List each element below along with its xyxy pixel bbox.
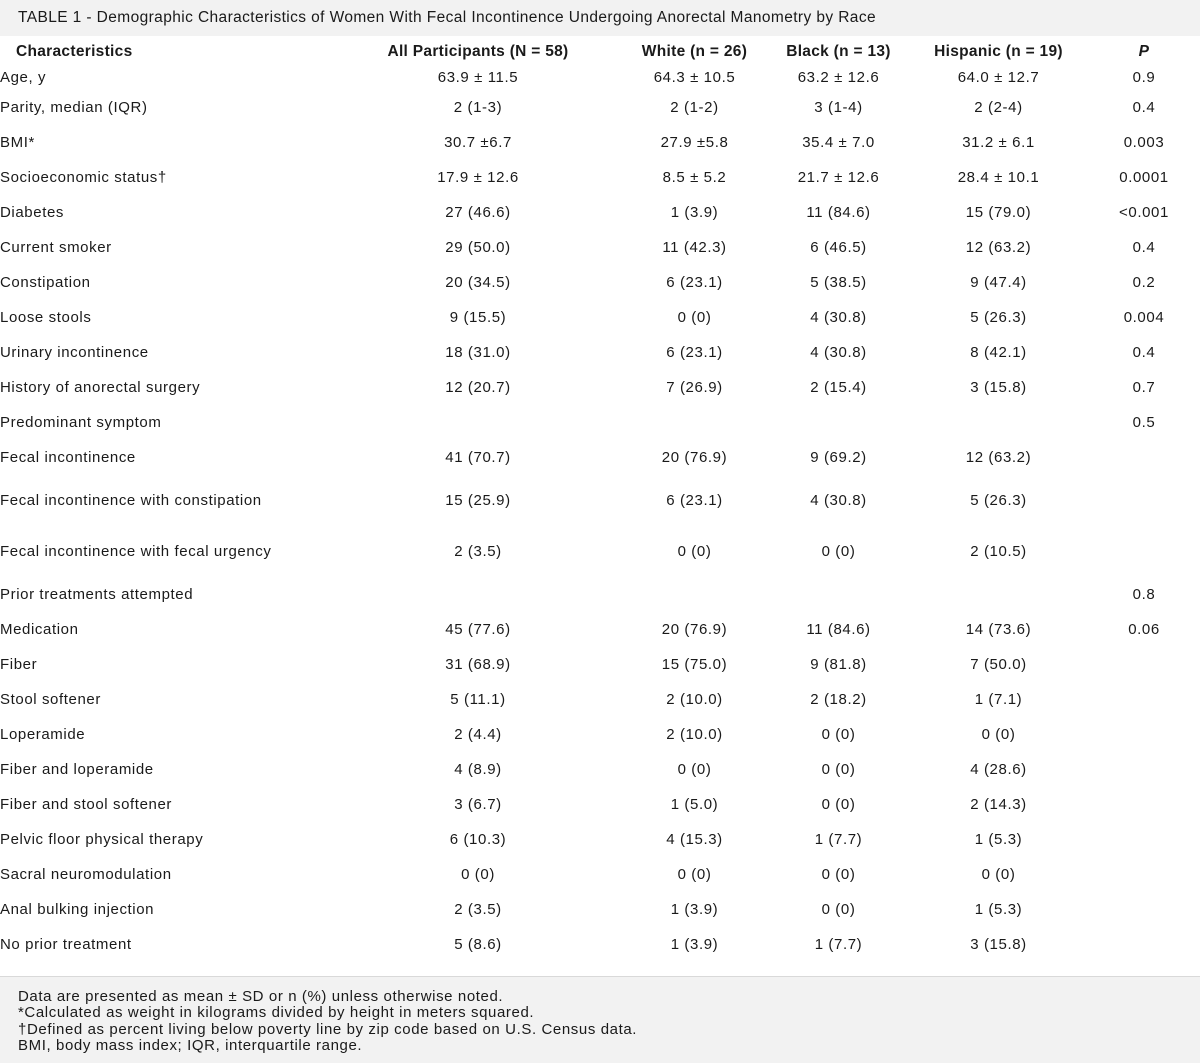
cell-black: 0 (0) — [821, 901, 856, 918]
cell-black: 2 (18.2) — [810, 691, 867, 708]
table-row — [0, 370, 1200, 405]
footnote-data-format: Data are presented as mean ± SD or n (%) unless otherwise noted. — [18, 988, 504, 1005]
cell-all: 12 (20.7) — [445, 379, 511, 396]
cell-black: 0 (0) — [821, 761, 856, 778]
cell-white: 11 (42.3) — [662, 239, 727, 256]
cell-p-value — [1088, 440, 1200, 475]
cell-all: 41 (70.7) — [445, 449, 511, 466]
table-row — [0, 822, 1200, 857]
cell-p-value: 0.8 — [1132, 586, 1156, 603]
cell-hispanic: 2 (2-4) — [974, 99, 1023, 116]
cell-all: 5 (8.6) — [454, 936, 502, 953]
cell-all — [335, 577, 621, 612]
table-row — [0, 647, 1200, 682]
row-label: Sacral neuromodulation — [0, 866, 172, 883]
row-label: History of anorectal surgery — [0, 379, 201, 396]
cell-p-value — [1088, 526, 1200, 577]
table-row — [0, 160, 1200, 195]
cell-black: 0 (0) — [821, 866, 856, 883]
cell-all: 6 (10.3) — [449, 831, 507, 848]
cell-black: 35.4 ± 7.0 — [802, 134, 875, 151]
row-label: Fecal incontinence with fecal urgency — [0, 543, 272, 560]
table-row — [0, 526, 1200, 577]
cell-hispanic: 31.2 ± 6.1 — [962, 134, 1035, 151]
table-row — [0, 752, 1200, 787]
cell-black: 11 (84.6) — [806, 621, 871, 638]
cell-hispanic: 4 (28.6) — [970, 761, 1027, 778]
cell-white: 0 (0) — [677, 866, 712, 883]
cell-all: 29 (50.0) — [445, 239, 511, 256]
cell-black: 4 (30.8) — [810, 309, 867, 326]
cell-white: 1 (3.9) — [670, 204, 719, 221]
table-row — [0, 65, 1200, 90]
cell-p-value — [1088, 822, 1200, 857]
cell-p-value: 0.4 — [1132, 344, 1156, 361]
cell-white: 1 (3.9) — [670, 901, 719, 918]
cell-white: 8.5 ± 5.2 — [662, 169, 727, 186]
footnote-bmi: *Calculated as weight in kilograms divided by height in meters squared. — [18, 1004, 535, 1022]
cell-hispanic: 14 (73.6) — [965, 621, 1032, 638]
row-label: Stool softener — [0, 691, 101, 708]
row-label: BMI* — [0, 134, 35, 151]
cell-all: 2 (4.4) — [454, 726, 502, 743]
cell-p-value: 0.4 — [1132, 99, 1156, 116]
cell-p-value — [1088, 682, 1200, 717]
row-label: Medication — [0, 621, 79, 638]
table-row — [0, 335, 1200, 370]
column-header-p-value: P — [1138, 42, 1150, 60]
row-label: Diabetes — [0, 204, 65, 221]
cell-all: 2 (3.5) — [454, 543, 502, 560]
cell-p-value — [1088, 927, 1200, 962]
table-row — [0, 717, 1200, 752]
row-label: Parity, median (IQR) — [0, 99, 148, 116]
cell-hispanic: 1 (5.3) — [974, 831, 1023, 848]
cell-white — [621, 577, 768, 612]
cell-hispanic: 8 (42.1) — [970, 344, 1027, 361]
cell-p-value: <0.001 — [1119, 204, 1169, 221]
cell-p-value — [1088, 475, 1200, 526]
cell-white: 6 (23.1) — [666, 492, 723, 509]
table-row — [0, 125, 1200, 160]
cell-hispanic — [909, 405, 1088, 440]
cell-p-value: 0.06 — [1128, 621, 1160, 638]
cell-white: 2 (1-2) — [670, 99, 719, 116]
cell-black: 6 (46.5) — [810, 239, 867, 256]
footnote-abbreviations: BMI, body mass index; IQR, interquartile range. — [18, 1036, 363, 1054]
table-row — [0, 440, 1200, 475]
row-label: Fecal incontinence with constipation — [0, 492, 262, 509]
cell-white: 4 (15.3) — [666, 831, 723, 848]
cell-all: 63.9 ± 11.5 — [437, 69, 519, 86]
cell-black: 9 (81.8) — [810, 656, 867, 673]
row-label: No prior treatment — [0, 936, 132, 953]
table-row — [0, 230, 1200, 265]
cell-white: 0 (0) — [677, 309, 712, 326]
cell-all: 18 (31.0) — [445, 344, 511, 361]
table-row — [0, 265, 1200, 300]
cell-black: 3 (1-4) — [814, 99, 863, 116]
cell-all: 4 (8.9) — [454, 761, 502, 778]
cell-hispanic: 2 (14.3) — [970, 796, 1027, 813]
cell-black: 5 (38.5) — [810, 274, 867, 291]
column-header-white: White (n = 26) — [641, 42, 748, 60]
cell-hispanic: 28.4 ± 10.1 — [957, 169, 1040, 186]
table-row — [0, 857, 1200, 892]
cell-p-value: 0.4 — [1132, 239, 1156, 256]
cell-p-value: 0.004 — [1123, 309, 1165, 326]
cell-p-value: 0.5 — [1132, 414, 1156, 431]
cell-hispanic: 0 (0) — [981, 726, 1016, 743]
table-row — [0, 475, 1200, 526]
cell-all: 20 (34.5) — [445, 274, 511, 291]
table-row — [0, 405, 1200, 440]
cell-hispanic: 1 (5.3) — [974, 901, 1023, 918]
cell-black: 0 (0) — [821, 796, 856, 813]
table-header-row — [0, 38, 1200, 65]
cell-black: 0 (0) — [821, 726, 856, 743]
cell-white — [621, 405, 768, 440]
cell-p-value — [1088, 787, 1200, 822]
cell-hispanic — [909, 577, 1088, 612]
demographics-table — [0, 38, 1200, 962]
cell-all: 5 (11.1) — [450, 691, 506, 708]
footnote-socioeconomic: †Defined as percent living below poverty line by zip code based on U.S. Census data. — [18, 1020, 638, 1038]
row-label: Prior treatments attempted — [0, 586, 194, 603]
cell-black: 0 (0) — [821, 543, 856, 560]
table-row — [0, 195, 1200, 230]
table-row — [0, 682, 1200, 717]
cell-p-value — [1088, 892, 1200, 927]
row-label: Loperamide — [0, 726, 86, 743]
row-label: Pelvic floor physical therapy — [0, 831, 204, 848]
row-label: Fiber — [0, 656, 38, 673]
cell-black: 4 (30.8) — [810, 492, 867, 509]
cell-black — [768, 577, 909, 612]
cell-white: 0 (0) — [677, 761, 712, 778]
cell-white: 7 (26.9) — [666, 379, 723, 396]
table-row — [0, 300, 1200, 335]
cell-white: 6 (23.1) — [666, 344, 723, 361]
cell-all — [335, 405, 621, 440]
cell-black: 1 (7.7) — [814, 831, 863, 848]
cell-p-value — [1088, 647, 1200, 682]
table-row — [0, 787, 1200, 822]
cell-all: 17.9 ± 12.6 — [437, 169, 519, 186]
row-label: Constipation — [0, 274, 91, 291]
cell-all: 2 (1-3) — [453, 99, 503, 116]
cell-p-value — [1088, 857, 1200, 892]
cell-white: 0 (0) — [677, 543, 712, 560]
cell-p-value — [1088, 717, 1200, 752]
row-label: Fecal incontinence — [0, 449, 136, 466]
table-footnotes — [0, 976, 1200, 1063]
cell-hispanic: 3 (15.8) — [970, 936, 1027, 953]
row-label: Loose stools — [0, 309, 92, 326]
row-label: Age, y — [0, 69, 47, 86]
cell-black: 1 (7.7) — [814, 936, 863, 953]
column-header-characteristics: Characteristics — [16, 42, 133, 60]
column-header-hispanic: Hispanic (n = 19) — [934, 42, 1063, 60]
cell-hispanic: 5 (26.3) — [970, 492, 1027, 509]
cell-hispanic: 64.0 ± 12.7 — [957, 69, 1040, 86]
row-label: Fiber and loperamide — [0, 761, 154, 778]
cell-black: 4 (30.8) — [810, 344, 867, 361]
cell-white: 1 (5.0) — [670, 796, 719, 813]
cell-all: 15 (25.9) — [445, 492, 511, 509]
cell-hispanic: 12 (63.2) — [965, 449, 1032, 466]
column-header-all: All Participants (N = 58) — [387, 42, 569, 60]
cell-white: 2 (10.0) — [666, 691, 723, 708]
cell-p-value: 0.9 — [1132, 69, 1156, 86]
cell-p-value — [1088, 752, 1200, 787]
cell-hispanic: 2 (10.5) — [970, 543, 1027, 560]
cell-white: 1 (3.9) — [670, 936, 719, 953]
cell-black: 63.2 ± 12.6 — [797, 69, 880, 86]
cell-hispanic: 7 (50.0) — [970, 656, 1027, 673]
table-row — [0, 577, 1200, 612]
cell-all: 2 (3.5) — [454, 901, 502, 918]
cell-white: 20 (76.9) — [661, 621, 728, 638]
table-caption: TABLE 1 - Demographic Characteristics of Women With Fecal Incontinence Undergoing Anorectal Manometry by Race — [0, 0, 1200, 36]
cell-p-value: 0.0001 — [1119, 169, 1169, 186]
cell-hispanic: 0 (0) — [981, 866, 1016, 883]
table-row — [0, 612, 1200, 647]
cell-hispanic: 12 (63.2) — [965, 239, 1032, 256]
cell-black: 9 (69.2) — [810, 449, 867, 466]
cell-p-value: 0.2 — [1132, 274, 1156, 291]
cell-all: 3 (6.7) — [454, 796, 502, 813]
cell-black: 11 (84.6) — [806, 204, 871, 221]
cell-black: 21.7 ± 12.6 — [797, 169, 880, 186]
cell-all: 45 (77.6) — [445, 621, 511, 638]
column-header-black: Black (n = 13) — [786, 42, 891, 60]
cell-hispanic: 5 (26.3) — [970, 309, 1027, 326]
row-label: Urinary incontinence — [0, 344, 149, 361]
cell-white: 64.3 ± 10.5 — [653, 69, 736, 86]
table-row — [0, 927, 1200, 962]
cell-p-value: 0.7 — [1132, 379, 1156, 396]
cell-hispanic: 3 (15.8) — [970, 379, 1027, 396]
cell-all: 31 (68.9) — [445, 656, 511, 673]
cell-white: 20 (76.9) — [661, 449, 728, 466]
cell-all: 27 (46.6) — [445, 204, 511, 221]
row-label: Current smoker — [0, 239, 112, 256]
cell-hispanic: 9 (47.4) — [970, 274, 1027, 291]
row-label: Anal bulking injection — [0, 901, 155, 918]
cell-white: 2 (10.0) — [666, 726, 723, 743]
row-label: Socioeconomic status† — [0, 169, 167, 186]
row-label: Predominant symptom — [0, 414, 162, 431]
cell-all: 9 (15.5) — [449, 309, 507, 326]
cell-black: 2 (15.4) — [810, 379, 867, 396]
cell-p-value: 0.003 — [1123, 134, 1165, 151]
cell-all: 30.7 ±6.7 — [444, 134, 512, 151]
cell-black — [768, 405, 909, 440]
cell-white: 27.9 ±5.8 — [660, 134, 729, 151]
cell-white: 6 (23.1) — [666, 274, 723, 291]
table-row — [0, 892, 1200, 927]
cell-all: 0 (0) — [461, 866, 495, 883]
cell-hispanic: 1 (7.1) — [974, 691, 1023, 708]
table-row — [0, 90, 1200, 125]
row-label: Fiber and stool softener — [0, 796, 172, 813]
cell-white: 15 (75.0) — [661, 656, 728, 673]
cell-hispanic: 15 (79.0) — [965, 204, 1032, 221]
